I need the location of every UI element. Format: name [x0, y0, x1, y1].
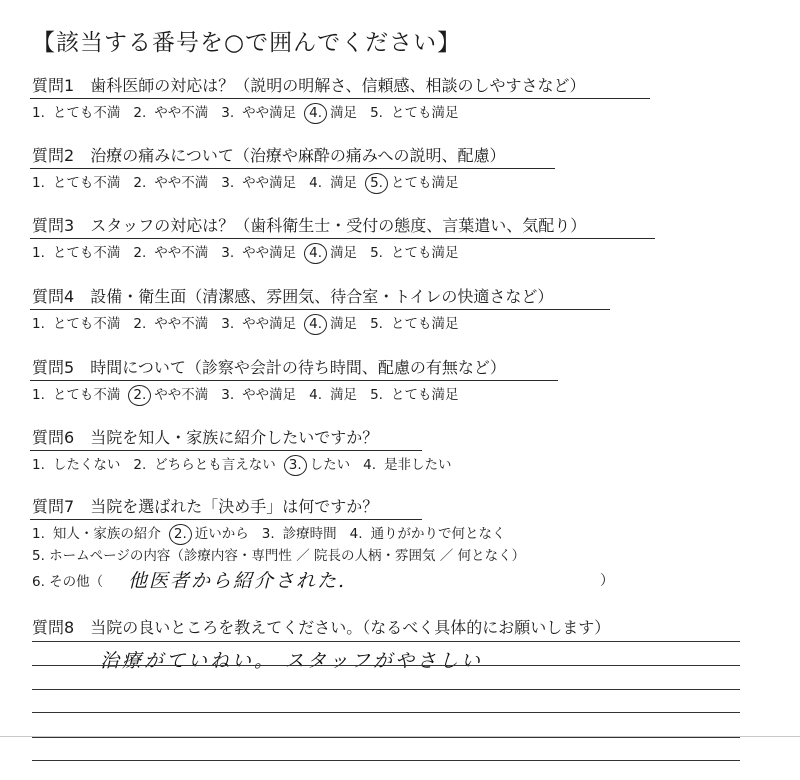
answer-options	[32, 174, 471, 192]
option-label: 通りがかりで何となく	[370, 526, 506, 542]
option-number: 1.	[32, 175, 45, 191]
option-number: 1.	[32, 457, 45, 473]
answer-option-5[interactable]	[370, 104, 458, 122]
option-label: したくない	[52, 457, 121, 473]
option-number: 2.	[133, 387, 147, 403]
option-label: したい	[309, 457, 351, 473]
option-number: 5.	[370, 387, 383, 403]
q7-option-1[interactable]	[32, 525, 161, 543]
option-label: とても満足	[390, 316, 459, 332]
option-label: とても不満	[52, 316, 121, 332]
answer-option-3[interactable]	[221, 386, 296, 404]
option-label: 知人・家族の紹介	[52, 526, 161, 542]
question-underline	[30, 98, 650, 99]
question-4	[32, 287, 553, 307]
answer-line-4	[32, 712, 740, 713]
option-number: 2.	[133, 245, 147, 261]
answer-option-2[interactable]	[133, 315, 208, 333]
question-6	[32, 428, 378, 448]
question-text: 治療の痛みについて（治療や麻酔の痛みへの説明、配慮）	[90, 146, 506, 165]
option-number: 3.	[288, 457, 302, 473]
answer-option-1[interactable]	[32, 386, 120, 404]
question-text: 時間について（診察や会計の待ち時間、配慮の有無など）	[90, 358, 506, 377]
q7-option-6-close: ）	[600, 573, 614, 589]
option-label: やや不満	[154, 105, 209, 121]
answer-option-3[interactable]	[221, 174, 296, 192]
option-number: 2.	[133, 175, 147, 191]
q7-option-5[interactable]: 5. ホームページの内容（診療内容・専門性 ／ 院長の人柄・雰囲気 ／ 何となく）	[32, 548, 526, 564]
q7-option-6-label[interactable]: 6. その他（	[32, 574, 104, 590]
question-underline	[30, 450, 422, 451]
question-text: 設備・衛生面（清潔感、雰囲気、待合室・トイレの快適さなど）	[90, 287, 554, 306]
answer-option-3[interactable]	[221, 244, 296, 262]
question-8	[32, 618, 610, 638]
option-number: 4.	[309, 316, 323, 332]
option-label: どちらとも言えない	[154, 457, 276, 473]
answer-line-2	[32, 665, 740, 666]
question-underline	[30, 168, 555, 169]
answer-option-1[interactable]	[32, 174, 120, 192]
option-label: 是非したい	[384, 457, 452, 473]
question-number: 質問4	[32, 287, 75, 306]
answer-option-3[interactable]	[289, 456, 350, 474]
question-number: 質問6	[32, 428, 75, 447]
option-label: やや満足	[242, 316, 297, 332]
answer-line-6	[32, 760, 740, 761]
answer-option-4[interactable]	[363, 456, 451, 474]
option-number: 2.	[133, 105, 147, 121]
answer-options	[32, 315, 471, 333]
option-label: やや満足	[242, 105, 297, 121]
question-text: 当院を知人・家族に紹介したいですか？	[90, 428, 379, 447]
answer-line-5	[32, 737, 740, 738]
q7-options-row1	[32, 525, 519, 543]
option-number: 2.	[133, 316, 147, 332]
q7-option-2[interactable]	[174, 525, 249, 543]
question-text: 当院の良いところを教えてください。（なるべく具体的にお願いします）	[90, 618, 611, 637]
option-label: 満足	[330, 175, 358, 191]
option-label: とても満足	[390, 245, 459, 261]
option-label: とても不満	[52, 387, 121, 403]
answer-options	[32, 244, 471, 262]
answer-option-4[interactable]	[309, 386, 357, 404]
option-number: 1.	[32, 316, 45, 332]
question-number: 質問3	[32, 216, 75, 235]
answer-option-5[interactable]	[370, 386, 458, 404]
option-label: とても満足	[390, 387, 459, 403]
option-number: 3.	[221, 175, 235, 191]
option-label: とても満足	[390, 105, 459, 121]
option-label: 満足	[330, 387, 358, 403]
answer-option-3[interactable]	[221, 104, 296, 122]
answer-option-1[interactable]	[32, 104, 120, 122]
answer-option-5[interactable]	[370, 244, 458, 262]
question-5	[32, 358, 506, 378]
question-text: 歯科医師の対応は？（説明の明解さ、信頼感、相談のしやすさなど）	[90, 76, 586, 95]
selected-circle-mark	[284, 455, 307, 476]
answer-options	[32, 104, 471, 122]
option-label: やや不満	[154, 245, 209, 261]
answer-option-5[interactable]	[370, 174, 458, 192]
option-number: 5.	[370, 316, 383, 332]
answer-option-2[interactable]	[133, 456, 275, 474]
question-1	[32, 76, 586, 96]
question-underline	[30, 519, 422, 520]
answer-option-2[interactable]	[133, 174, 208, 192]
q8-answer-handwritten: 治療がていねい。 スタッフがやさしい	[100, 650, 484, 672]
option-number: 4.	[309, 245, 323, 261]
option-number: 2.	[133, 457, 147, 473]
question-2	[32, 146, 506, 166]
option-number: 4.	[309, 175, 323, 191]
selected-circle-mark	[128, 385, 151, 406]
question-number: 質問1	[32, 76, 75, 95]
question-number: 質問2	[32, 146, 75, 165]
option-number: 5.	[370, 245, 383, 261]
question-underline	[30, 238, 655, 239]
answer-option-4[interactable]	[309, 104, 357, 122]
answer-option-1[interactable]	[32, 315, 120, 333]
option-label: とても不満	[52, 105, 121, 121]
q7-other-handwritten: 他医者から紹介された.	[128, 570, 347, 592]
option-number: 1.	[32, 526, 45, 542]
option-number: 4.	[309, 387, 323, 403]
option-number: 2.	[173, 526, 187, 542]
question-number: 質問7	[32, 497, 75, 516]
option-label: 診療時間	[282, 526, 337, 542]
option-number: 4.	[309, 105, 323, 121]
answer-options	[32, 386, 471, 404]
option-label: 満足	[330, 245, 358, 261]
option-label: やや満足	[242, 175, 297, 191]
answer-option-4[interactable]	[309, 174, 357, 192]
option-label: やや満足	[242, 387, 297, 403]
selected-circle-mark	[304, 314, 327, 335]
answer-option-1[interactable]	[32, 244, 120, 262]
option-number: 4.	[349, 526, 363, 542]
answer-option-1[interactable]	[32, 456, 120, 474]
option-label: とても不満	[52, 245, 121, 261]
option-label: やや不満	[154, 316, 209, 332]
option-number: 1.	[32, 387, 45, 403]
answer-option-5[interactable]	[370, 315, 458, 333]
option-label: やや不満	[154, 387, 209, 403]
answer-option-4[interactable]	[309, 315, 357, 333]
question-number: 質問8	[32, 618, 75, 637]
selected-circle-mark	[169, 524, 192, 545]
answer-line-3	[32, 689, 740, 690]
option-label: 満足	[330, 316, 358, 332]
page-title: 【該当する番号を○で囲んでください】	[32, 30, 462, 56]
question-text: 当院を選ばれた「決め手」は何ですか？	[90, 497, 379, 516]
option-number: 4.	[363, 457, 377, 473]
selected-circle-mark	[304, 103, 327, 124]
option-label: やや不満	[154, 175, 209, 191]
selected-circle-mark	[365, 173, 388, 194]
answer-line-1	[32, 641, 740, 642]
selected-circle-mark	[304, 243, 327, 264]
answer-option-2[interactable]	[133, 244, 208, 262]
option-label: とても満足	[390, 175, 459, 191]
option-number: 3.	[221, 245, 235, 261]
answer-options	[32, 456, 465, 474]
option-number: 3.	[221, 105, 235, 121]
option-label: 満足	[330, 105, 358, 121]
question-underline	[30, 380, 558, 381]
answer-option-4[interactable]	[309, 244, 357, 262]
option-number: 5.	[370, 175, 383, 191]
option-number: 3.	[221, 316, 235, 332]
question-3	[32, 216, 586, 236]
answer-option-2[interactable]	[133, 104, 208, 122]
option-number: 3.	[221, 387, 235, 403]
q7-option-4[interactable]	[350, 525, 506, 543]
question-underline	[30, 309, 610, 310]
answer-option-2[interactable]	[133, 386, 208, 404]
option-number: 1.	[32, 105, 45, 121]
question-text: スタッフの対応は？（歯科衛生士・受付の態度、言葉遣い、気配り）	[90, 216, 587, 235]
answer-option-3[interactable]	[221, 315, 296, 333]
option-number: 1.	[32, 245, 45, 261]
option-label: やや満足	[242, 245, 297, 261]
q7-option-3[interactable]	[262, 525, 337, 543]
option-number: 5.	[370, 105, 383, 121]
question-number: 質問5	[32, 358, 75, 377]
option-number: 3.	[261, 526, 275, 542]
question-7	[32, 497, 378, 517]
option-label: とても不満	[52, 175, 121, 191]
option-label: 近いから	[194, 526, 249, 542]
